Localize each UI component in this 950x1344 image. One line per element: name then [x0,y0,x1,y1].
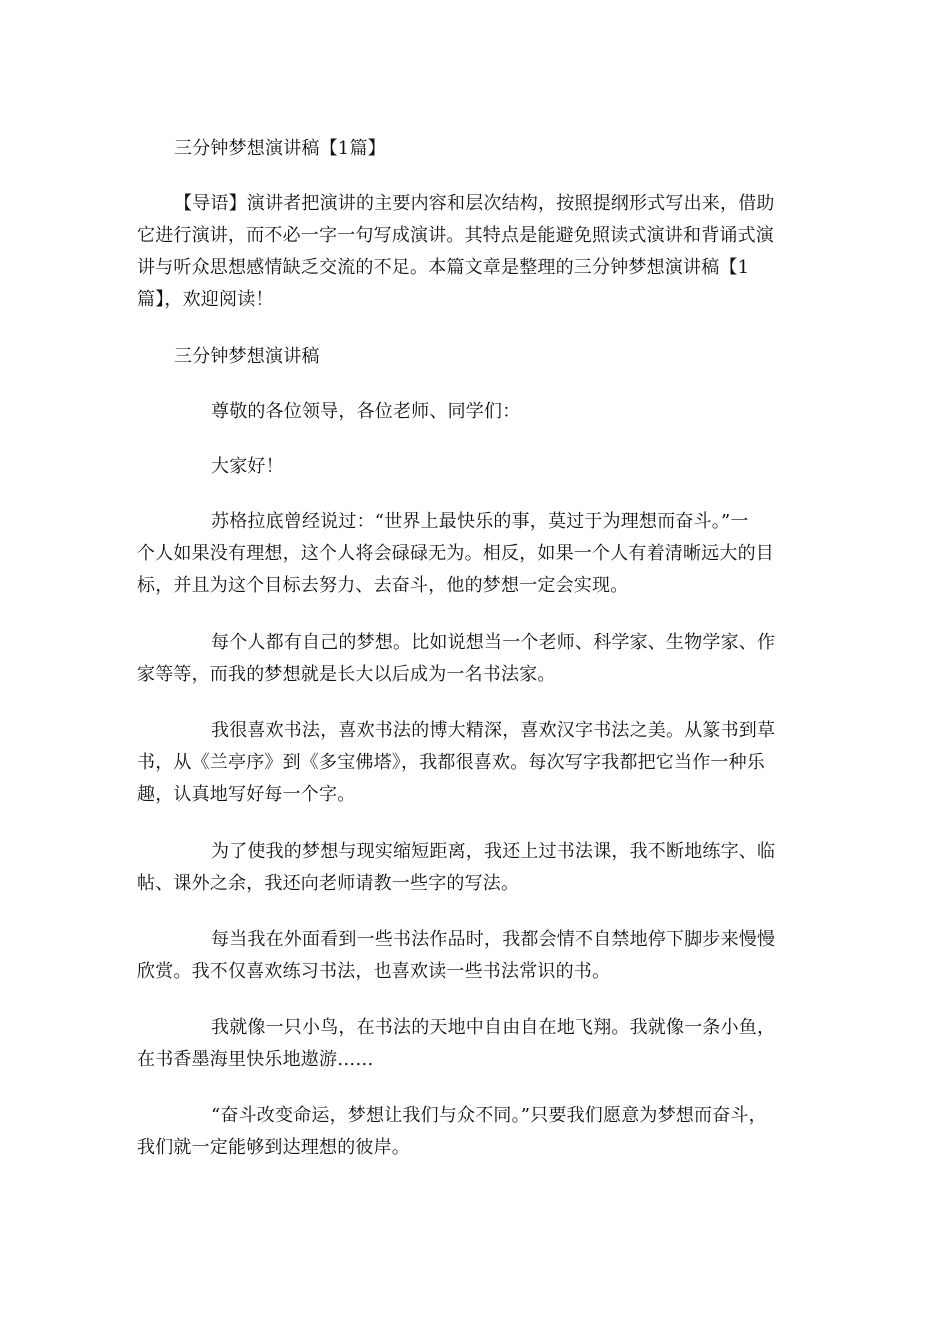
paragraph-line: 在书香墨海里快乐地遨游…… [137,1049,374,1070]
paragraph-line: “奋斗改变命运，梦想让我们与众不同。”只要我们愿意为梦想而奋斗， [211,1105,767,1126]
title-line: 三分钟梦想演讲稿【1篇】 [174,138,386,159]
greeting [211,451,284,483]
body-paragraph-5 [137,924,775,988]
paragraph-line: 每当我在外面看到一些书法作品时，我都会情不自禁地停下脚步来慢慢 [211,929,776,950]
intro-line-3: 讲与听众思想感情缺乏交流的不足。本篇文章是整理的三分钟梦想演讲稿【1 [137,257,750,278]
paragraph-line: 我很喜欢书法，喜欢书法的博大精深，喜欢汉字书法之美。从篆书到草 [211,720,776,741]
paragraph-line: 苏格拉底曾经说过：“世界上最快乐的事，莫过于为理想而奋斗。”一 [211,511,749,532]
body-paragraph-7 [137,1100,767,1164]
body-paragraph-4 [137,836,775,900]
paragraph-line: 欣赏。我不仅喜欢练习书法，也喜欢读一些书法常识的书。 [137,961,611,982]
paragraph-line: 我们就一定能够到达理想的彼岸。 [137,1137,410,1158]
body-paragraph-3 [137,715,775,811]
document-title [174,133,386,165]
intro-line-2: 它进行演讲，而不必一字一句写成演讲。其特点是能避免照读式演讲和背诵式演 [137,225,774,246]
paragraph-line: 家等等，而我的梦想就是长大以后成为一名书法家。 [137,664,556,685]
paragraph-line: 为了使我的梦想与现实缩短距离，我还上过书法课，我不断地练字、临 [211,841,776,862]
speech-subtitle [174,341,320,373]
salutation-line: 尊敬的各位领导，各位老师、同学们： [211,401,521,422]
intro-line-1: 【导语】演讲者把演讲的主要内容和层次结构，按照提纲形式写出来，借助 [174,193,775,214]
paragraph-line: 帖、课外之余，我还向老师请教一些字的写法。 [137,873,520,894]
paragraph-line: 趣，认真地写好每一个字。 [137,784,356,805]
body-paragraph-6 [137,1012,775,1076]
intro-paragraph [137,188,775,316]
subtitle-line: 三分钟梦想演讲稿 [174,346,320,367]
greeting-line: 大家好！ [211,456,284,477]
salutation [211,396,520,428]
paragraph-line: 标，并且为这个目标去努力、去奋斗，他的梦想一定会实现。 [137,575,629,596]
paragraph-line: 我就像一只小鸟，在书法的天地中自由自在地飞翔。我就像一条小鱼， [211,1017,776,1038]
body-paragraph-1 [137,506,774,602]
paragraph-line: 个人如果没有理想，这个人将会碌碌无为。相反，如果一个人有着清晰远大的目 [137,543,774,564]
paragraph-line: 书，从《兰亭序》到《多宝佛塔》，我都很喜欢。每次写字我都把它当作一种乐 [137,752,765,773]
intro-line-4: 篇】，欢迎阅读！ [137,289,274,310]
paragraph-line: 每个人都有自己的梦想。比如说想当一个老师、科学家、生物学家、作 [211,632,776,653]
body-paragraph-2 [137,627,775,691]
